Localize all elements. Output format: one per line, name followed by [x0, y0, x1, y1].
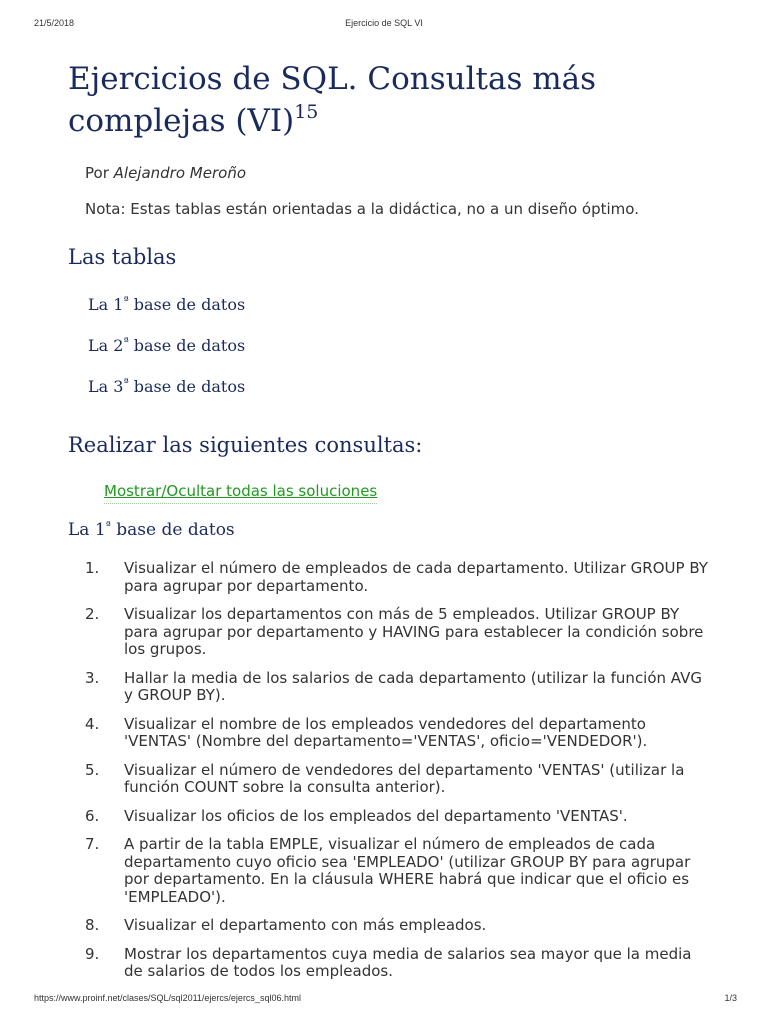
note: Nota: Estas tablas están orientadas a la didáctica, no a un diseño óptimo.: [85, 200, 639, 218]
toggle-row: [68, 460, 708, 504]
database-3-link-suffix: base de datos: [128, 377, 246, 396]
exercise-text: Visualizar los departamentos con más de 5 empleados. Utilizar GROUP BY para agrupar por departamento y HAVING para establecer la condición sobre los grupos.: [124, 605, 704, 658]
byline-prefix: Por: [85, 164, 109, 182]
exercise-number: 1.: [85, 559, 100, 577]
exercise-number: 6.: [85, 806, 100, 825]
exercise-text: Mostrar los departamentos cuya media de salarios sea mayor que la media de salarios de todos los empleados.: [124, 944, 692, 980]
toggle-solutions-link[interactable]: Mostrar/Ocultar todas las soluciones: [104, 480, 377, 504]
exercise-text: Visualizar el número de vendedores del departamento 'VENTAS' (utilizar la función COUNT sobre la consulta anterior).: [124, 760, 685, 796]
exercise-number: 2.: [85, 605, 100, 623]
exercise-item: [68, 762, 708, 797]
subheading-sup: ª: [105, 519, 111, 532]
page-title-text: Ejercicios de SQL. Consultas más complejas (VI): [68, 61, 596, 139]
exercise-item: [68, 917, 708, 935]
database-3-link-sup: ª: [123, 376, 129, 389]
exercise-number: 5.: [85, 760, 100, 779]
database-1-link-suffix: base de datos: [128, 295, 246, 314]
exercise-item: [68, 670, 708, 705]
exercise-item: [68, 716, 708, 751]
exercise-text: Visualizar el nombre de los empleados vendedores del departamento 'VENTAS' (Nombre del departamento='VENTAS', oficio='VENDEDOR').: [124, 714, 648, 750]
article: [68, 58, 708, 992]
exercise-item: [68, 560, 708, 595]
database-1-link[interactable]: [88, 294, 708, 316]
exercise-number: 4.: [85, 714, 100, 733]
database-1-link-prefix: La 1: [88, 295, 124, 314]
subheading-suffix: base de datos: [110, 520, 235, 540]
exercise-number: 7.: [85, 835, 100, 853]
author-name: Alejandro Meroño: [113, 164, 246, 182]
exercise-text: Hallar la media de los salarios de cada departamento (utilizar la función AVG y GROUP BY).: [124, 668, 702, 704]
exercise-text: Visualizar los oficios de los empleados del departamento 'VENTAS'.: [124, 806, 628, 825]
exercise-number: 9.: [85, 944, 100, 963]
database-2-link-sup: ª: [123, 335, 129, 348]
exercise-list: [68, 560, 708, 981]
database-2-link[interactable]: [88, 335, 708, 357]
byline: [85, 162, 708, 184]
exercise-number: 8.: [85, 916, 100, 934]
database-1-link-sup: ª: [123, 294, 129, 307]
queries-heading: Realizar las siguientes consultas:: [68, 433, 423, 457]
title-superscript: 15: [294, 101, 319, 123]
exercise-text: Visualizar el departamento con más empleados.: [124, 916, 487, 934]
database-2-link-suffix: base de datos: [128, 336, 246, 355]
tables-heading: Las tablas: [68, 245, 177, 269]
exercise-item: [68, 946, 708, 981]
exercise-item: [68, 808, 708, 826]
database-3-link[interactable]: [88, 376, 708, 398]
page-number: 1/3: [724, 993, 737, 1003]
exercise-text: Visualizar el número de empleados de cada departamento. Utilizar GROUP BY para agrupar por departamento.: [124, 559, 708, 595]
exercise-item: [68, 836, 708, 906]
print-title: Ejercicio de SQL VI: [345, 18, 423, 28]
database-2-link-prefix: La 2: [88, 336, 124, 355]
database-1-subheading: [68, 518, 708, 542]
exercise-number: 3.: [85, 668, 100, 687]
database-3-link-prefix: La 3: [88, 377, 124, 396]
exercise-text: A partir de la tabla EMPLE, visualizar el número de empleados de cada departamento cuyo oficio sea 'EMPLEADO' (utilizar GROUP BY para agrupar por departamento. En la cláusula WHERE habrá que indicar que el oficio es 'EMPLEADO').: [124, 835, 691, 906]
subheading-prefix: La 1: [68, 520, 106, 540]
print-date: 21/5/2018: [34, 18, 75, 28]
page-title: [68, 58, 708, 142]
exercise-item: [68, 606, 708, 659]
print-url: https://www.proinf.net/clases/SQL/sql2011/ejercs/ejercs_sql06.html: [34, 993, 301, 1003]
